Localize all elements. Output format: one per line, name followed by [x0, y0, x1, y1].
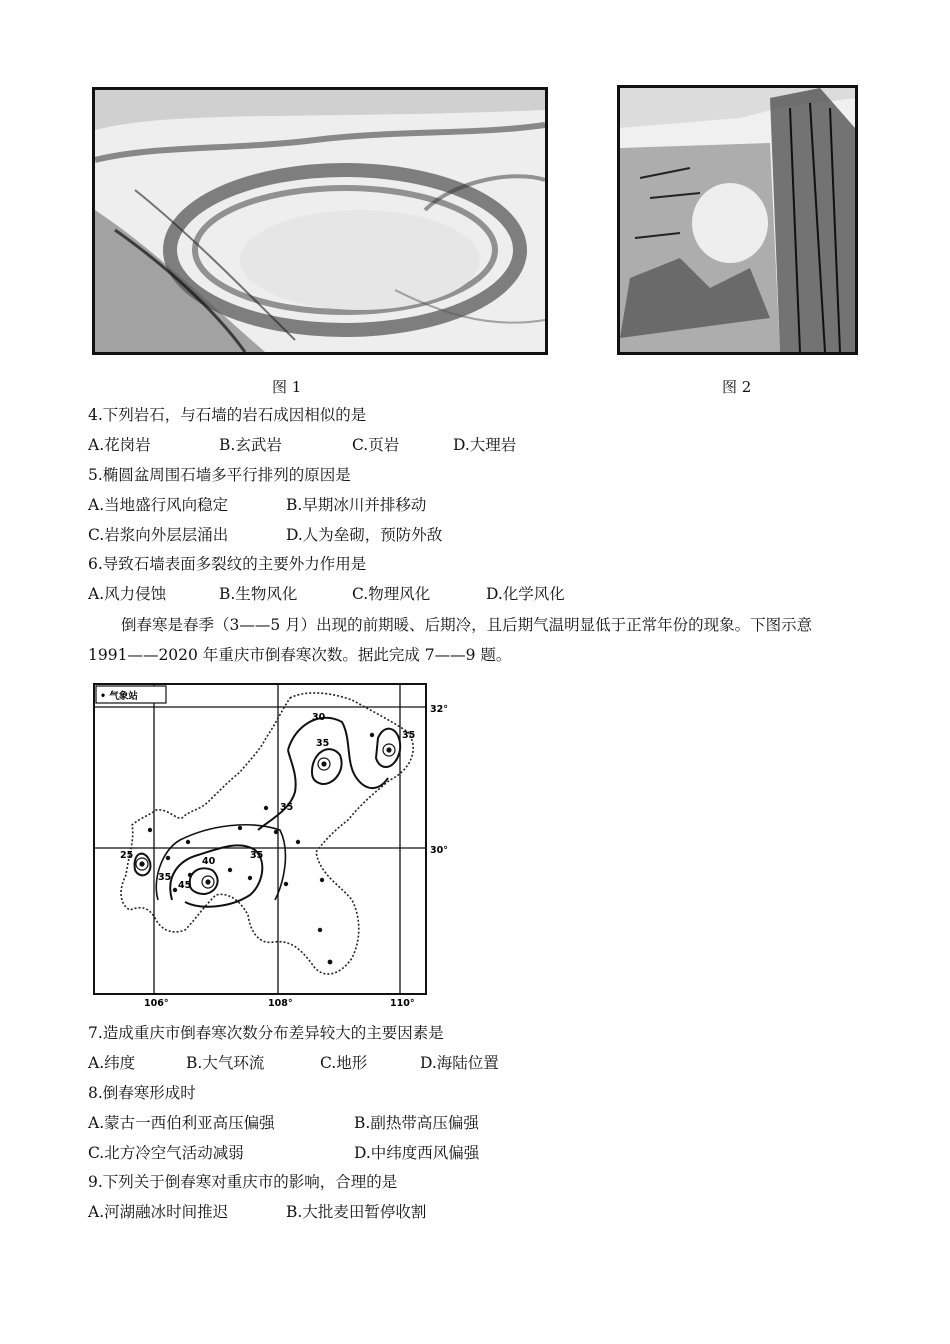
question-7-option-c: C.地形: [320, 1054, 368, 1072]
contour-label: 35: [250, 850, 264, 861]
figure-1-illustration: [95, 90, 545, 352]
station-dot: [148, 828, 152, 832]
lon-label-110: 110°: [390, 998, 415, 1009]
contour-label: 35: [316, 738, 330, 749]
map-frame: [94, 684, 426, 994]
question-6-option-a: A.风力侵蚀: [88, 585, 167, 603]
figure-2-photo: [617, 85, 858, 355]
contour-label: 30: [312, 712, 326, 723]
lat-label-32: 32°: [430, 704, 448, 715]
question-8-option-a: A.蒙古一西伯利亚高压偏强: [88, 1114, 275, 1132]
station-dot: [386, 747, 391, 752]
contour-label: 35: [402, 730, 416, 741]
question-4-option-c: C.页岩: [352, 436, 400, 454]
figure-1-photo: [92, 87, 548, 355]
question-8-option-b: B.副热带高压偏强: [354, 1114, 479, 1132]
station-dot: [370, 733, 374, 737]
question-4-option-b: B.玄武岩: [219, 436, 282, 454]
station-dot: [328, 960, 333, 965]
station-dot: [186, 840, 190, 844]
station-dot: [296, 840, 300, 844]
lon-label-108: 108°: [268, 998, 293, 1009]
question-7-option-b: B.大气环流: [186, 1054, 265, 1072]
question-6-option-c: C.物理风化: [352, 585, 431, 603]
question-5-option-d: D.人为垒砌，预防外敌: [286, 526, 443, 544]
question-8-option-d: D.中纬度西风偏强: [354, 1144, 480, 1162]
contour-label: 35: [158, 872, 172, 883]
question-5-stem: 5.椭圆盆周围石墙多平行排列的原因是: [88, 466, 351, 484]
station-dot: [205, 879, 210, 884]
passage-line-1: 倒春寒是春季（3——5 月）出现的前期暖、后期冷，且后期气温明显低于正常年份的现象。下图示意: [121, 616, 813, 634]
question-9-stem: 9.下列关于倒春寒对重庆市的影响，合理的是: [88, 1173, 398, 1191]
station-dot: [318, 928, 322, 932]
station-dot: [139, 861, 144, 866]
figure-1-caption: 图 1: [272, 378, 302, 396]
station-dot: [284, 882, 288, 886]
contour-label: 25: [120, 850, 134, 861]
question-8-option-c: C.北方冷空气活动减弱: [88, 1144, 244, 1162]
contour-label: 35: [280, 802, 294, 813]
question-5-option-b: B.早期冰川并排移动: [286, 496, 427, 514]
station-dot: [238, 826, 242, 830]
lon-label-106: 106°: [144, 998, 169, 1009]
question-9-option-b: B.大批麦田暂停收割: [286, 1203, 427, 1221]
question-6-option-d: D.化学风化: [486, 585, 565, 603]
question-4-option-d: D.大理岩: [453, 436, 517, 454]
question-7-stem: 7.造成重庆市倒春寒次数分布差异较大的主要因素是: [88, 1024, 444, 1042]
question-7-option-a: A.纬度: [88, 1054, 136, 1072]
station-dot: [188, 873, 192, 877]
station-dot: [166, 856, 170, 860]
station-dot: [274, 830, 278, 834]
station-dot: [248, 876, 252, 880]
station-dot: [228, 868, 232, 872]
figure-2-illustration: [620, 88, 855, 352]
question-5-option-a: A.当地盛行风向稳定: [88, 496, 229, 514]
question-4-stem: 4.下列岩石，与石墙的岩石成因相似的是: [88, 406, 367, 424]
question-8-stem: 8.倒春寒形成时: [88, 1084, 196, 1102]
map-legend: • 气象站: [100, 691, 138, 702]
station-dot: [321, 761, 326, 766]
contour-label: 45: [178, 880, 192, 891]
question-9-option-a: A.河湖融冰时间推迟: [88, 1203, 229, 1221]
contour-label: 40: [202, 856, 216, 867]
station-dot: [320, 878, 324, 882]
station-dot: [173, 888, 177, 892]
chongqing-map: [90, 680, 458, 1010]
passage-line-2: 1991——2020 年重庆市倒春寒次数。据此完成 7——9 题。: [88, 646, 512, 664]
figure-2-caption: 图 2: [722, 378, 752, 396]
question-5-option-c: C.岩浆向外层层涌出: [88, 526, 229, 544]
map-svg: [90, 680, 458, 1010]
station-dot: [264, 806, 268, 810]
lat-label-30: 30°: [430, 845, 448, 856]
question-4-option-a: A.花岗岩: [88, 436, 151, 454]
question-6-option-b: B.生物风化: [219, 585, 298, 603]
question-6-stem: 6.导致石墙表面多裂纹的主要外力作用是: [88, 555, 367, 573]
question-7-option-d: D.海陆位置: [420, 1054, 499, 1072]
